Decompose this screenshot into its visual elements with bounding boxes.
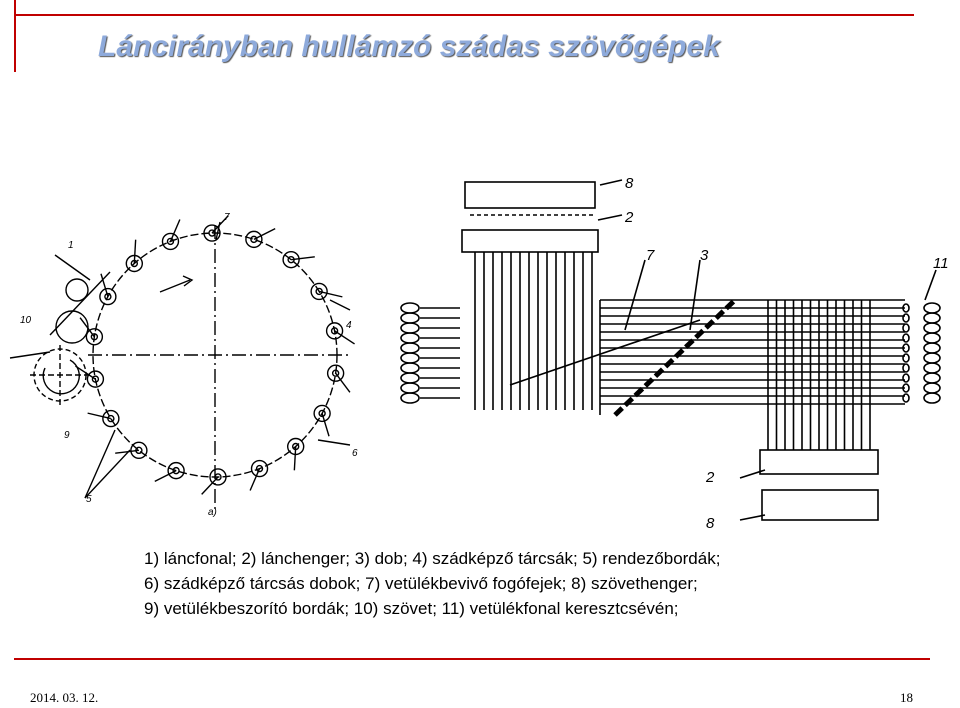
label-1: 1 <box>68 240 74 251</box>
caption-line-1: 1) láncfonal; 2) lánchenger; 3) dob; 4) szádképző tárcsák; 5) rendezőbordák; <box>144 549 721 568</box>
bobbin <box>924 303 940 313</box>
bobbin <box>401 353 419 363</box>
bobbin <box>924 373 940 383</box>
label-a: a) <box>208 507 217 518</box>
reed-line <box>335 331 355 344</box>
bobbin <box>401 333 419 343</box>
reed-line <box>134 240 135 264</box>
bobbin <box>401 373 419 383</box>
warp-schematic <box>401 180 940 520</box>
bobbin <box>401 313 419 323</box>
bobbin <box>401 383 419 393</box>
caption-line-2: 6) szádképző tárcsás dobok; 7) vetülékbevivő fogófejek; 8) szövethenger; <box>144 574 698 593</box>
footer-rule <box>14 658 930 660</box>
bobbin <box>924 393 940 403</box>
label-3: 3 <box>700 247 709 264</box>
label-8-bottom: 8 <box>706 515 715 532</box>
bobbin <box>401 363 419 373</box>
slide-date: 2014. 03. 12. <box>30 690 99 705</box>
bobbin-eye <box>903 354 909 362</box>
loom-diagram <box>0 160 960 540</box>
drum-diagram <box>10 216 355 510</box>
bobbin-eye <box>903 374 909 382</box>
schematic-labels <box>624 175 949 532</box>
bobbin <box>401 303 419 313</box>
page-number: 18 <box>900 690 913 705</box>
bobbin-eye <box>903 364 909 372</box>
bobbin <box>924 363 940 373</box>
bobbin <box>401 393 419 403</box>
bobbin-eye <box>903 314 909 322</box>
bobbin <box>924 353 940 363</box>
bobbin <box>924 313 940 323</box>
label-11: 11 <box>933 255 949 272</box>
label-9: 9 <box>64 430 70 441</box>
bobbin <box>924 333 940 343</box>
bobbin <box>401 323 419 333</box>
label-7-right: 7 <box>646 247 655 264</box>
bobbin-eye <box>903 324 909 332</box>
reed-line <box>322 413 329 436</box>
label-2-bottom: 2 <box>706 469 715 486</box>
reed-line <box>291 257 315 260</box>
reed-line <box>254 229 275 240</box>
label-5: 5 <box>86 494 92 505</box>
frame-top-line <box>14 14 914 16</box>
bobbin <box>924 383 940 393</box>
label-8-top: 8 <box>625 175 634 192</box>
shed-disk <box>246 231 262 247</box>
bobbin-eye <box>903 334 909 342</box>
frame-left-line <box>14 0 16 72</box>
reed-line <box>294 447 295 471</box>
bobbin-eye <box>903 394 909 402</box>
bobbin <box>924 343 940 353</box>
label-10: 10 <box>20 315 32 326</box>
caption-line-3: 9) vetülékbeszorító bordák; 10) szövet; 11) vetülékfonal keresztcsévén; <box>144 599 679 618</box>
bobbin <box>401 343 419 353</box>
bobbin <box>924 323 940 333</box>
label-7: 7 <box>224 212 230 223</box>
slide-title: Láncirányban hullámzó szádas szövőgépek <box>98 30 720 63</box>
caption <box>144 546 720 621</box>
label-4: 4 <box>346 320 352 331</box>
label-2-top: 2 <box>625 209 634 226</box>
label-6: 6 <box>352 448 358 459</box>
reed-line <box>155 471 176 482</box>
